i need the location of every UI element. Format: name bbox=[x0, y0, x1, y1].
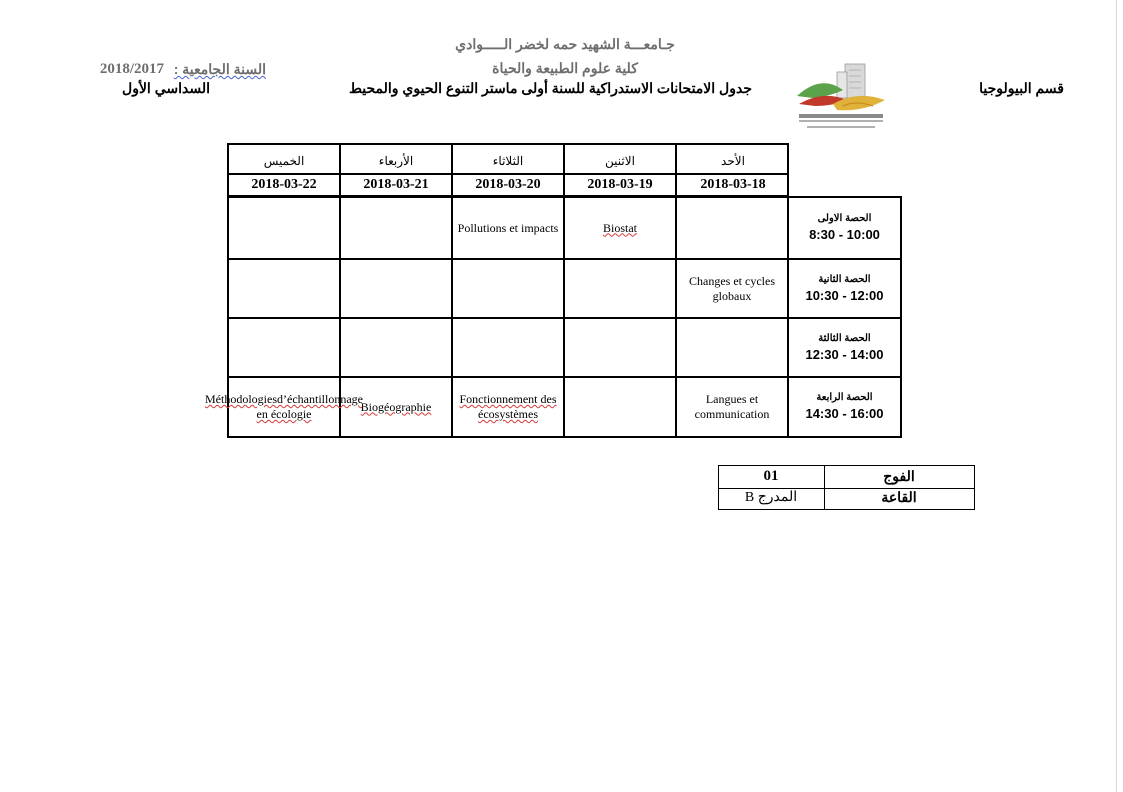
slot-name: الحصة الاولى bbox=[817, 213, 872, 224]
exam-label: Méthodologiesd’échantillonnage en écologie bbox=[205, 392, 363, 421]
slot-name: الحصة الثانية bbox=[818, 273, 871, 285]
exam-label: Biostat bbox=[602, 220, 637, 235]
exam-cell-s4-thu bbox=[205, 378, 363, 436]
room-label: القاعة bbox=[881, 489, 917, 505]
exam-cell-s2-tue bbox=[453, 260, 565, 319]
faculty-name: كلية علوم الطبيعة والحياة bbox=[492, 60, 638, 76]
university-name: جـامعـــة الشهيد حمه لخضر الـــــوادي bbox=[455, 36, 675, 52]
page-title: جدول الامتحانات الاستدراكية للسنة أولى ماستر التنوع الحيوي والمحيط bbox=[348, 80, 752, 96]
group-value: 01 bbox=[763, 468, 779, 484]
day-date: 2018-03-20 bbox=[475, 177, 541, 192]
slot-2 bbox=[789, 260, 900, 319]
exam-cell-s3-sun bbox=[677, 319, 789, 378]
department-name: قسم البيولوجيا bbox=[979, 80, 1064, 96]
slot-time: 12:30 - 14:00 bbox=[805, 346, 884, 362]
room-value: المدرج B bbox=[744, 490, 798, 505]
exam-cell-s4-sun: Langues et communication bbox=[677, 378, 789, 436]
day-name: الأربعاء bbox=[341, 145, 451, 175]
day-column-wed bbox=[341, 145, 453, 195]
slot-time: 14:30 - 16:00 bbox=[805, 406, 884, 421]
university-logo bbox=[793, 60, 889, 132]
slot-1 bbox=[789, 198, 900, 260]
exam-cell-s3-thu bbox=[229, 319, 341, 378]
exam-cell-s4-mon bbox=[565, 378, 677, 436]
day-date: 2018-03-18 bbox=[700, 177, 766, 192]
exam-label: Biogéographie bbox=[360, 399, 432, 414]
semester: السداسي الأول bbox=[122, 80, 210, 96]
page-edge bbox=[1116, 0, 1117, 792]
day-column-sun bbox=[677, 145, 789, 195]
exam-cell-s1-mon bbox=[565, 198, 677, 260]
exam-cell-s4-tue bbox=[453, 378, 565, 436]
day-name: الاثنين bbox=[565, 145, 675, 175]
exam-cell-s2-thu bbox=[229, 260, 341, 319]
exam-cell-s3-mon bbox=[565, 319, 677, 378]
exam-cell-s2-sun: Changes et cycles globaux bbox=[677, 260, 789, 319]
exam-cell-s4-wed bbox=[341, 378, 453, 436]
exam-cell-s2-mon bbox=[565, 260, 677, 319]
academic-year-label: السنة الجامعية : bbox=[173, 61, 266, 77]
slot-time: 10:30 - 12:00 bbox=[805, 287, 884, 303]
day-date: 2018-03-19 bbox=[587, 177, 653, 192]
slot-3 bbox=[789, 319, 900, 378]
exam-cell-s1-thu bbox=[229, 198, 341, 260]
exam-cell-s1-sun bbox=[677, 198, 789, 260]
exam-label: Fonctionnement des écosystèmes bbox=[459, 392, 557, 421]
slot-name: الحصة الثالثة bbox=[818, 332, 871, 344]
exam-cell-s3-tue bbox=[453, 319, 565, 378]
slot-name: الحصة الرابعة bbox=[816, 392, 873, 403]
days-header bbox=[227, 143, 789, 197]
day-column-mon bbox=[565, 145, 677, 195]
group-label: الفوج bbox=[883, 468, 915, 484]
exam-schedule-table bbox=[205, 196, 902, 438]
exam-cell-s1-tue: Pollutions et impacts bbox=[453, 198, 565, 260]
exam-cell-s3-wed bbox=[341, 319, 453, 378]
academic-year: 2018/2017 bbox=[99, 61, 164, 77]
day-name: الأحد bbox=[677, 145, 789, 175]
exam-cell-s2-wed bbox=[341, 260, 453, 319]
day-name: الثلاثاء bbox=[453, 145, 563, 175]
day-date: 2018-03-21 bbox=[363, 177, 429, 192]
day-column-tue bbox=[453, 145, 565, 195]
slot-time: 8:30 - 10:00 bbox=[809, 227, 880, 242]
day-date: 2018-03-22 bbox=[251, 177, 317, 192]
slot-4 bbox=[789, 378, 900, 436]
day-name: الخميس bbox=[229, 145, 339, 175]
group-room-table bbox=[718, 465, 975, 510]
day-column-thu bbox=[229, 145, 341, 195]
exam-cell-s1-wed bbox=[341, 198, 453, 260]
